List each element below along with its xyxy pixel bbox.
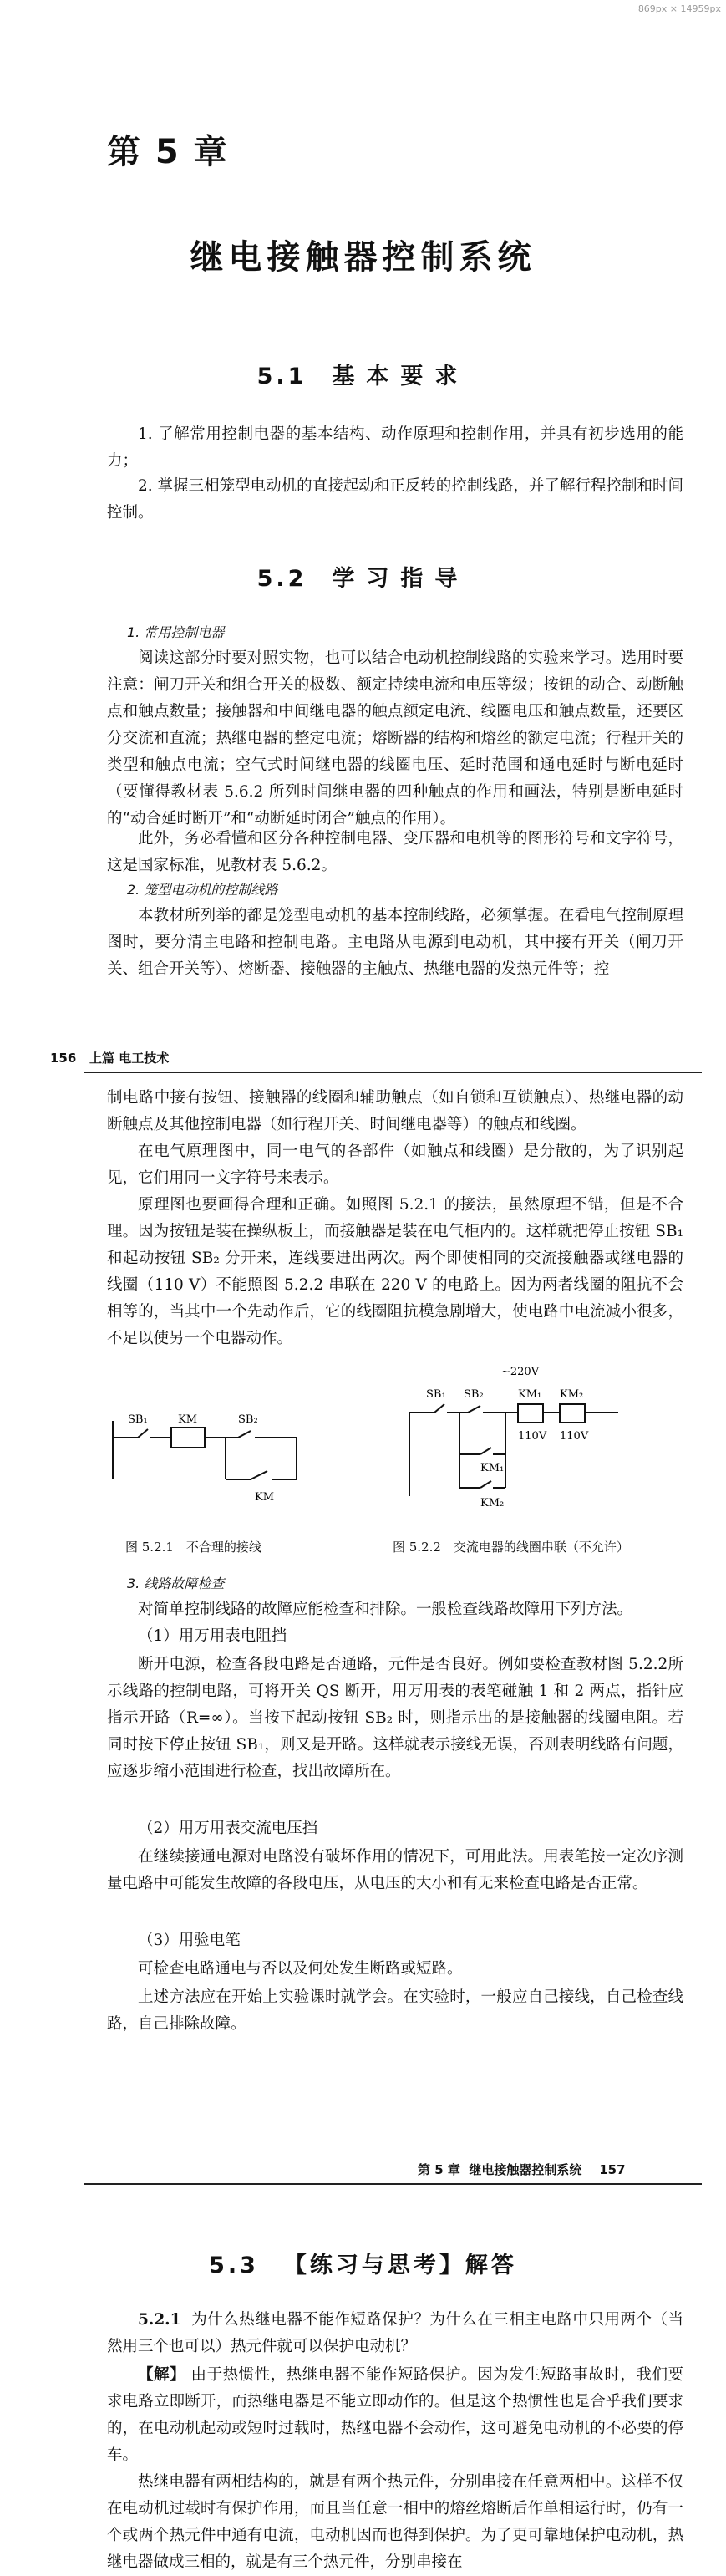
subheading-control-devices: 1. 常用控制电器	[127, 624, 225, 640]
section-title: 【练习与思考】解答	[283, 2253, 517, 2278]
answer	[107, 2362, 683, 2469]
paragraph: 阅读这部分时要对照实物，也可以结合电动机控制线路的实验来学习。选用时要注意：闸刀开关和组合开关的极数、额定持续电流和电压等级；按钮的动合、动断触点和触点数量；接触器和中间继电器的触点额定电流、线圈电压和触点数量，还要区分交流和直流；热继电器的整定电流；熔断器的结构和熔丝的额定电流；行程开关的类型和触点电流；空气式时间继电器的线圈电压、延时范围和通电延时与断电延时（要懂得教材表 5.6.2 所列时间继电器的四种触点的作用和画法，特别是断电延时的“动合延时断开”和“动断延时闭合”触点的作用）。	[107, 649, 683, 827]
footer-text: 上篇 电工技术	[89, 1051, 170, 1066]
method-heading: （2）用万用表交流电压挡	[138, 1820, 318, 1837]
footer-text: 继电接触器控制系统	[469, 2162, 582, 2177]
page-number: 156	[50, 1051, 77, 1066]
subheading-fault-check: 3. 线路故障检查	[127, 1576, 225, 1591]
fig2-sb1-label: SB₁	[426, 1388, 446, 1401]
section-title: 学习指导	[332, 566, 470, 592]
figure-5-2-1	[104, 1387, 380, 1513]
section-heading-5-1	[0, 358, 726, 390]
method-heading: （1）用万用表电阻挡	[138, 1627, 287, 1645]
figure-5-2-2	[401, 1354, 685, 1513]
paragraph: 热继电器有两相结构的，就是有两个热元件，分别串接在任意两相中。这样不仅在电动机过载时有保护作用，而且当任意一相中的熔丝熔断后作单相运行时，仍有一个或两个热元件中通有电流，电动机因而也得到保护。为了更可靠地保护电动机，热继电器做成三相的，就是有三个热元件，分别串接在	[107, 2473, 683, 2571]
section-title: 基本要求	[332, 364, 470, 389]
section-heading-5-2	[0, 560, 726, 593]
page-number: 157	[599, 2162, 626, 2177]
paragraph: 本教材所列举的都是笼型电动机的基本控制线路，必须掌握。在看电气控制原理图时，要分清主电路和控制电路。主电路从电源到电动机，其中接有开关（闸刀开关、组合开关等）、熔断器、接触器的主触点、热继电器的发热元件等；控	[107, 907, 683, 978]
section-number: 5.2	[256, 566, 307, 592]
paragraph: 在继续接通电源对电路没有破坏作用的情况下，可用此法。用表笔按一定次序测量电路中可能发生故障的各段电压，从电压的大小和有无来检查电路是否正常。	[107, 1848, 683, 1892]
paragraph: 原理图也要画得合理和正确。如照图 5.2.1 的接法，虽然原理不错，但是不合理。因为按钮是装在操纵板上，而接触器是装在电气柜内的。这样就把停止按钮 SB₁ 和起动按钮 SB₂ 分开来，连线要进出两次。两个即使相同的交流接触器或继电器的线圈（110 V）不能照图 5.2.2 串联在 220 V 的电路上。因为两者线圈的阻抗不会相等的，当其中一个先动作后，它的线圈阻抗模急剧增大，使电路中电流减小很多，不足以使另一个电器动作。	[107, 1196, 683, 1347]
page-size-indicator: 869px × 14959px	[637, 3, 721, 14]
fig2-110v-a: 110V	[518, 1430, 547, 1443]
paragraph: 对简单控制线路的故障应能检查和排除。一般检查线路故障用下列方法。	[138, 1601, 633, 1618]
figure-caption-5-2-2: 图 5.2.2 交流电器的线圈串联（不允许）	[393, 1540, 629, 1555]
fig2-220v-label: ~220V	[501, 1366, 540, 1378]
chapter-title: 继电接触器控制系统	[190, 238, 536, 277]
footer-chapter: 第 5 章	[418, 2162, 460, 2177]
fig1-km-label: KM	[178, 1413, 198, 1426]
method-heading: （3）用验电笔	[138, 1932, 241, 1949]
section-number: 5.3	[209, 2253, 259, 2278]
requirement-item-2: 2. 掌握三相笼型电动机的直接起动和正反转的控制线路，并了解行程控制和时间控制。	[107, 477, 683, 522]
section-heading-5-3	[0, 2247, 726, 2279]
footer-rule	[84, 2183, 702, 2185]
fig2-sb2-label: SB₂	[464, 1388, 484, 1401]
fig2-km1-label: KM₁	[518, 1388, 542, 1401]
page-footer-157	[418, 2161, 626, 2178]
question-number: 5.2.1	[138, 2311, 181, 2329]
chapter-label: 第 5 章	[107, 133, 229, 171]
paragraph: 断开电源，检查各段电路是否通路，元件是否良好。例如要检查教材图 5.2.2所示线路的控制电路，可将开关 QS 断开，用万用表的表笔碰触 1 和 2 两点，指针应指示开路（R=∞）。当按下起动按钮 SB₂ 时，则指示出的是接触器的线圈电阻。若同时按下停止按钮 SB₁，则又是开路。这样就表示接线无误，否则表明线路有问题，应逐步缩小范围进行检查，找出故障所在。	[107, 1656, 683, 1780]
requirement-item-1: 1. 了解常用控制电器的基本结构、动作原理和控制作用，并具有初步选用的能力；	[107, 425, 683, 470]
section-number: 5.1	[256, 364, 307, 389]
question-text: 为什么热继电器不能作短路保护？为什么在三相主电路中只用两个（当然用三个也可以）热元件就可以保护电动机？	[107, 2311, 683, 2355]
paragraph: 在电气原理图中，同一电气的各部件（如触点和线圈）是分散的，为了识别起见，它们用同一文字符号来表示。	[107, 1143, 683, 1187]
fig2-110v-b: 110V	[560, 1430, 589, 1443]
paragraph: 制电路中接有按钮、接触器的线圈和辅助触点（如自锁和互锁触点）、热继电器的动断触点及其他控制电器（如行程开关、时间继电器等）的触点和线圈。	[107, 1089, 683, 1133]
fig1-sb1-label: SB₁	[128, 1413, 148, 1426]
fig1-sb2-label: SB₂	[238, 1413, 258, 1426]
subheading-cage-motor: 2. 笼型电动机的控制线路	[127, 882, 278, 898]
page-footer-156	[50, 1049, 169, 1067]
footer-rule	[84, 1072, 702, 1073]
fig1-km-bottom-label: KM	[255, 1491, 275, 1504]
fig2-km2b-label: KM₂	[480, 1497, 505, 1509]
figure-caption-5-2-1: 图 5.2.1 不合理的接线	[125, 1540, 261, 1555]
answer-label: 【解】	[138, 2366, 186, 2384]
fig2-km2-label: KM₂	[560, 1388, 584, 1401]
fig2-km1b-label: KM₁	[480, 1462, 505, 1474]
paragraph: 可检查电路通电与否以及何处发生断路或短路。	[138, 1960, 463, 1978]
paragraph: 此外，务必看懂和区分各种控制电器、变压器和电机等的图形符号和文字符号，这是国家标准，见教材表 5.6.2。	[107, 830, 683, 874]
exercise-question	[107, 2307, 683, 2360]
answer-text: 由于热惯性，热继电器不能作短路保护。因为发生短路事故时，我们要求电路立即断开，而热继电器是不能立即动作的。但是这个热惯性也是合乎我们要求的，在电动机起动或短时过载时，热继电器不会动作，这可避免电动机的不必要的停车。	[107, 2366, 683, 2464]
paragraph: 上述方法应在开始上实验课时就学会。在实验时，一般应自己接线，自己检查线路，自己排除故障。	[107, 1988, 683, 2033]
